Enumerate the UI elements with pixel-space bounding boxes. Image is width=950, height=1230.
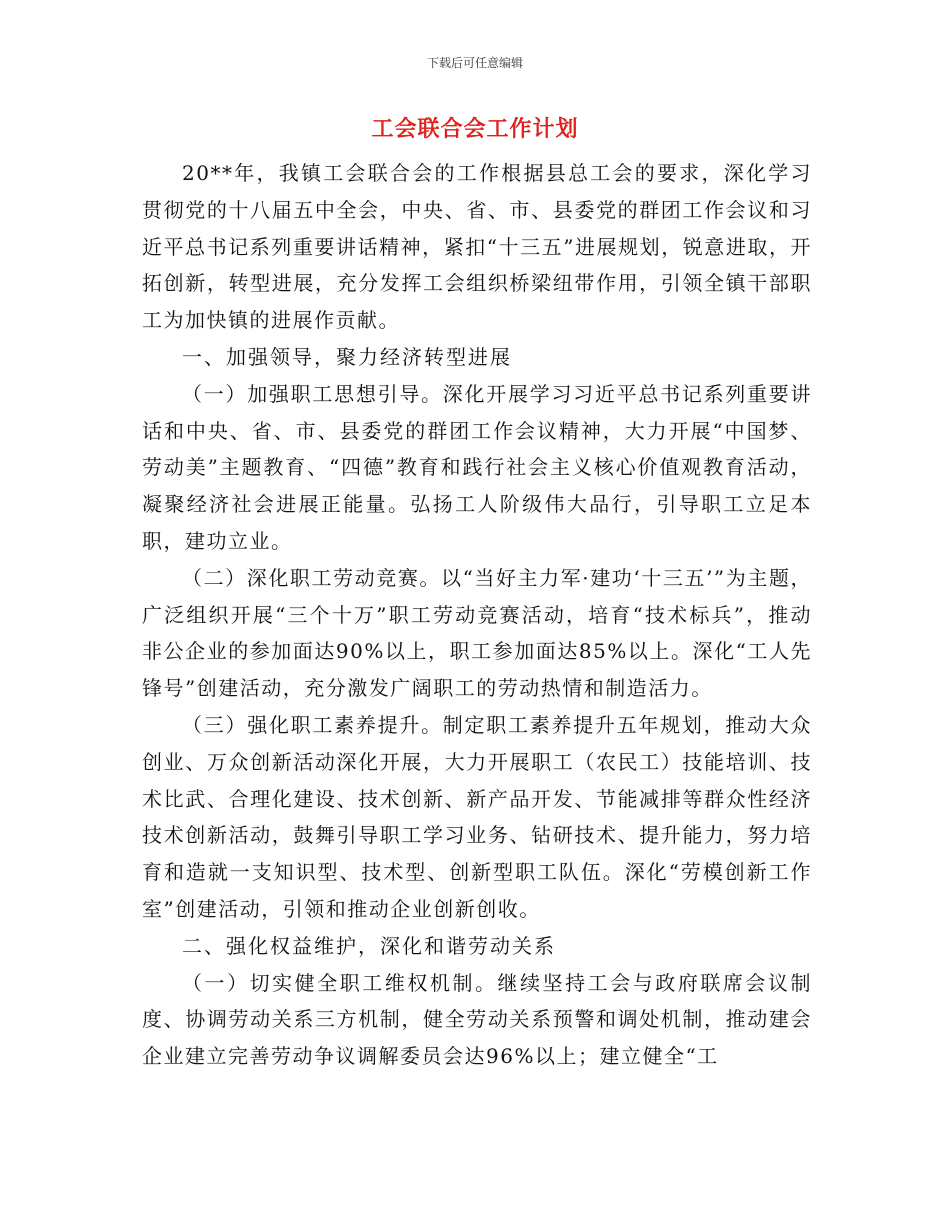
section-heading-1: 一、加强领导，聚力经济转型进展 (182, 344, 512, 369)
paragraph-2-1: （一）切实健全职工维权机制。继续坚持工会与政府联席会议制度、协调劳动关系三方机制，健全劳动关系预警和调处机制，推动建会企业建立完善劳动争议调解委员会达96%以上；建立健全“工 (142, 970, 812, 1069)
paragraph-1-3: （三）强化职工素养提升。制定职工素养提升五年规划，推动大众创业、万众创新活动深化开展，大力开展职工（农民工）技能培训、技术比武、合理化建设、技术创新、新产品开发、节能减排等群众性经济技术创新活动，鼓舞引导职工学习业务、钻研技术、提升能力，努力培育和造就一支知识型、技术型、创新型职工队伍。深化“劳模创新工作室”创建活动，引领和推动企业创新创收。 (142, 712, 812, 921)
paragraph-1-2: （二）深化职工劳动竞赛。以“当好主力军·建功‘十三五’”为主题，广泛组织开展“三个十万”职工劳动竞赛活动，培育“技术标兵”，推动非公企业的参加面达90%以上，职工参加面达85%以上。深化“工人先锋号”创建活动，充分激发广阔职工的劳动热情和制造活力。 (142, 565, 812, 701)
paragraph-1-1: （一）加强职工思想引导。深化开展学习习近平总书记系列重要讲话和中央、省、市、县委党的群团工作会议精神，大力开展“中国梦、劳动美”主题教育、“四德”教育和践行社会主义核心价值观教育活动，凝聚经济社会进展正能量。弘扬工人阶级伟大品行，引导职工立足本职，建功立业。 (142, 381, 812, 553)
header-note: 下载后可任意编辑 (426, 56, 523, 70)
document-body (142, 155, 812, 1075)
intro-paragraph: 20**年，我镇工会联合会的工作根据县总工会的要求，深化学习贯彻党的十八届五中全会，中央、省、市、县委党的群团工作会议和习近平总书记系列重要讲话精神，紧扣“十三五”进展规划，锐意进取，开拓创新，转型进展，充分发挥工会组织桥梁纽带作用，引领全镇干部职工为加快镇的进展作贡献。 (142, 161, 812, 333)
section-heading-2: 二、强化权益维护，深化和谐劳动关系 (182, 933, 556, 958)
document-title: 工会联合会工作计划 (371, 117, 579, 142)
